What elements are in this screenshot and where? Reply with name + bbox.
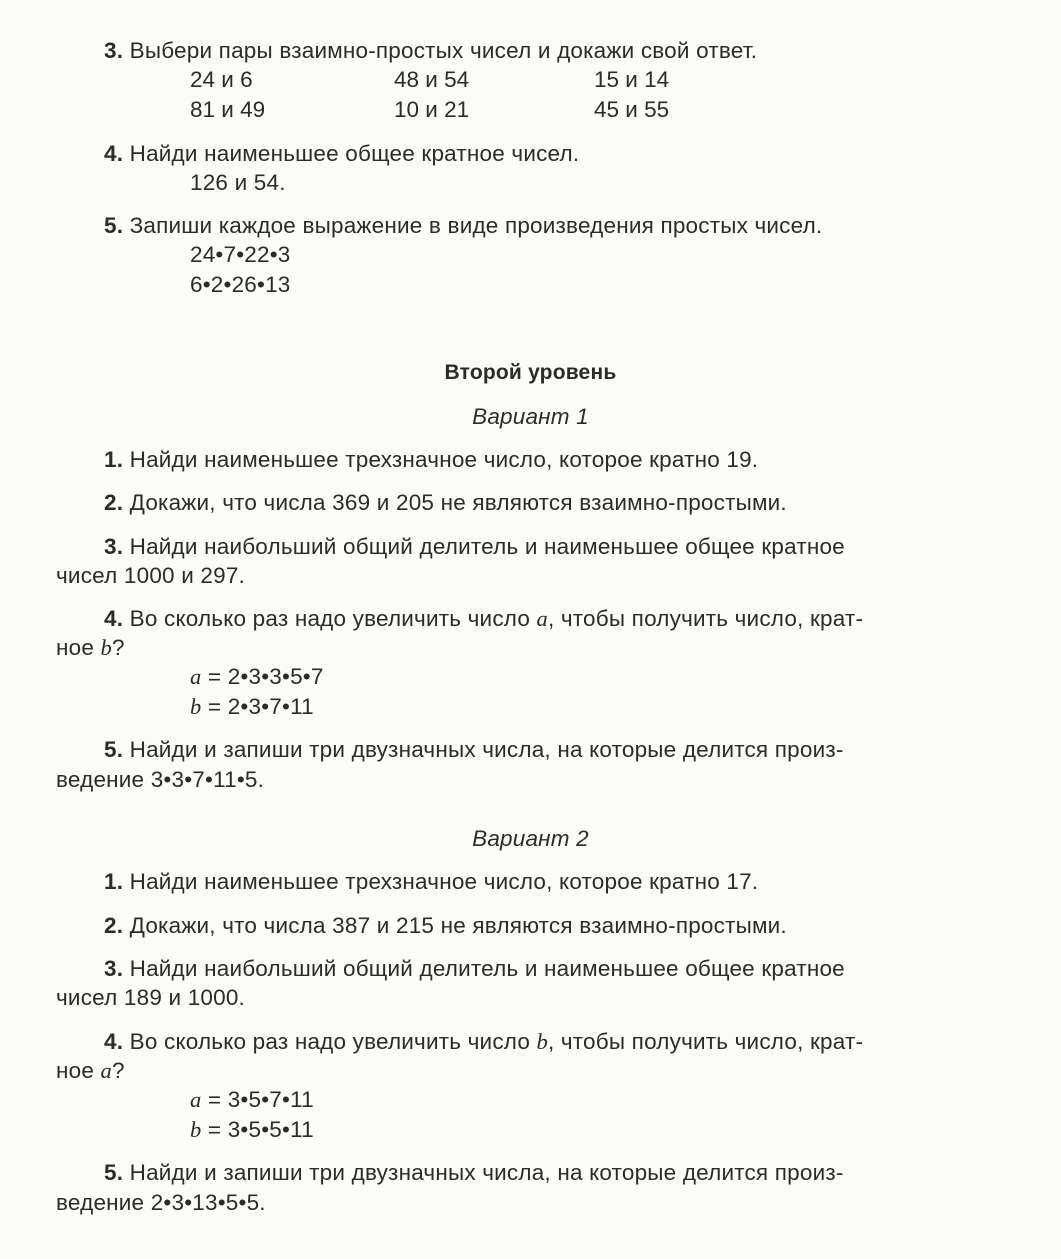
math-variable: a: [100, 1058, 112, 1083]
task-number: 5.: [104, 213, 124, 238]
pair-item: 10 и 21: [394, 97, 470, 122]
task-line: чисел 189 и 1000.: [56, 985, 246, 1010]
task-text: Найди наименьшее трехзначное число, которое кратно 19.: [129, 447, 759, 472]
task-number: 3.: [104, 956, 124, 981]
task-v1-2: [104, 490, 787, 516]
pair-item: 15 и 14: [594, 67, 670, 92]
formula-expression: = 2•3•7•11: [201, 694, 314, 719]
task-line: ведение 3•3•7•11•5.: [56, 767, 265, 792]
task-v1-1: [104, 447, 758, 473]
formula: [190, 1087, 314, 1113]
formula-expression: = 2•3•3•5•7: [201, 664, 324, 689]
task-number: 5.: [104, 1160, 124, 1185]
task-v2-4: [104, 1029, 863, 1055]
task-number: 1.: [104, 447, 124, 472]
task-text: Докажи, что числа 369 и 205 не являются взаимно-простыми.: [129, 490, 787, 515]
task-text: , чтобы получить число, крат-: [547, 606, 864, 631]
formula-expression: = 3•5•7•11: [201, 1087, 314, 1112]
math-variable: a: [536, 606, 548, 631]
task-v1-4: [104, 606, 863, 632]
pair-item: 81 и 49: [190, 97, 266, 122]
formula: [190, 694, 314, 720]
math-variable: a: [190, 1087, 202, 1112]
task-v1-3: [104, 534, 845, 560]
formula-expression: = 3•5•5•11: [201, 1117, 314, 1142]
variant-title: Вариант 1: [472, 404, 589, 429]
task-number: 2.: [104, 913, 124, 938]
task-text: ?: [111, 635, 125, 660]
task-text: ное: [56, 635, 95, 660]
task-v2-3: [104, 956, 845, 982]
task-line: [56, 1058, 125, 1084]
task-number: 4.: [104, 1029, 124, 1054]
task-text: Найди наибольший общий делитель и наименьшее общее кратное: [129, 534, 845, 559]
task-number: 1.: [104, 869, 124, 894]
task-text: Докажи, что числа 387 и 215 не являются взаимно-простыми.: [129, 913, 787, 938]
formula: [190, 664, 324, 690]
task-text: Во сколько раз надо увеличить число: [129, 1029, 531, 1054]
math-variable: b: [100, 635, 112, 660]
math-variable: b: [536, 1029, 548, 1054]
task-line: чисел 1000 и 297.: [56, 563, 246, 588]
section-title: Второй уровень: [444, 361, 617, 384]
task-a3: [104, 38, 757, 64]
task-text: Выбери пары взаимно-простых чисел и докажи свой ответ.: [129, 38, 758, 63]
task-a4: [104, 141, 579, 167]
task-number: 3.: [104, 534, 124, 559]
math-variable: b: [190, 1117, 202, 1142]
task-number: 5.: [104, 737, 124, 762]
task-v1-5: [104, 737, 844, 763]
pair-item: 48 и 54: [394, 67, 470, 92]
task-number: 4.: [104, 141, 124, 166]
task-text: , чтобы получить число, крат-: [547, 1029, 864, 1054]
pair-item: 24 и 6: [190, 67, 253, 92]
task-text: Найди наименьшее общее кратное чисел.: [129, 141, 580, 166]
task-line: 126 и 54.: [190, 170, 286, 195]
task-text: Найди и запиши три двузначных числа, на которые делится произ-: [129, 737, 844, 762]
task-text: Запиши каждое выражение в виде произведения простых чисел.: [129, 213, 823, 238]
task-number: 3.: [104, 38, 124, 63]
expression: 24•7•22•3: [190, 242, 291, 267]
task-line: ведение 2•3•13•5•5.: [56, 1190, 266, 1215]
task-number: 4.: [104, 606, 124, 631]
task-text: Найди наибольший общий делитель и наименьшее общее кратное: [129, 956, 845, 981]
task-text: ?: [111, 1058, 125, 1083]
expression: 6•2•26•13: [190, 272, 291, 297]
task-v2-5: [104, 1160, 844, 1186]
task-text: ное: [56, 1058, 95, 1083]
math-variable: a: [190, 664, 202, 689]
formula: [190, 1117, 314, 1143]
task-text: Во сколько раз надо увеличить число: [129, 606, 531, 631]
task-v2-1: [104, 869, 758, 895]
math-variable: b: [190, 694, 202, 719]
task-text: Найди наименьшее трехзначное число, которое кратно 17.: [129, 869, 759, 894]
task-a5: [104, 213, 822, 239]
task-text: Найди и запиши три двузначных числа, на которые делится произ-: [129, 1160, 844, 1185]
task-line: [56, 635, 125, 661]
task-v2-2: [104, 913, 787, 939]
variant-title: Вариант 2: [472, 826, 589, 851]
pair-item: 45 и 55: [594, 97, 670, 122]
task-number: 2.: [104, 490, 124, 515]
